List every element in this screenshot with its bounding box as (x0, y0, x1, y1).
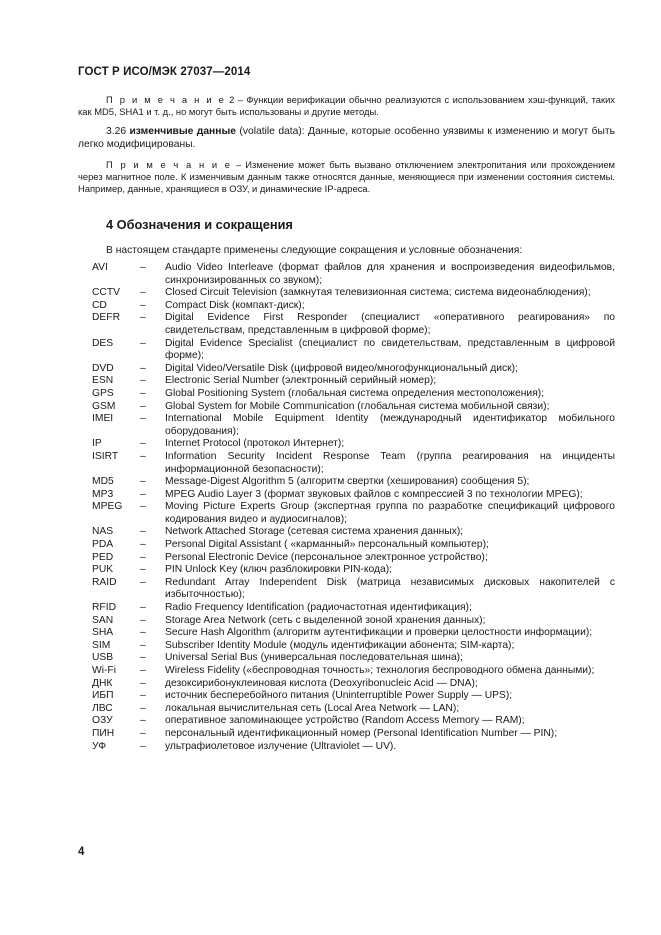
term-name: изменчивые данные (129, 126, 237, 137)
abbreviation-description: источник бесперебойного питания (Uninterruptible Power Supply — UPS); (165, 690, 513, 702)
term-definition: (volatile data): Данные, которые особенно уязвимы к изменению и могут быть легко модифицированы. (78, 126, 615, 150)
abbreviation-row (78, 690, 615, 703)
abbreviation-dash: – (140, 740, 146, 752)
abbreviation-code: ISIRT (92, 450, 119, 462)
abbreviation-description: Storage Area Network (сеть с выделенной зоной хранения данных); (165, 614, 486, 626)
abbreviation-code: УФ (92, 740, 107, 752)
abbreviation-dash: – (140, 362, 146, 374)
note-label: П р и м е ч а н и е (106, 94, 226, 105)
abbreviation-list (78, 262, 615, 753)
abbreviation-dash: – (140, 488, 146, 500)
abbreviation-code: MD5 (92, 476, 114, 488)
note-text: 2 – Функции верификации обычно реализуются с использованием хэш-функций, таких как MD5, SHA1 и т. д., но могут быть использованы и другие методы. (78, 94, 615, 117)
abbreviation-code: RAID (92, 576, 117, 588)
abbreviation-dash: – (140, 727, 146, 739)
abbreviation-row (78, 489, 615, 502)
abbreviation-code: DVD (92, 362, 114, 374)
section-heading: 4 Обозначения и сокращения (106, 217, 293, 232)
abbreviation-code: CD (92, 299, 107, 311)
abbreviation-description: Subscriber Identity Module (модуль идентификации абонента; SIM-карта); (165, 639, 515, 651)
abbreviation-row (78, 438, 615, 451)
note-2 (78, 94, 615, 118)
abbreviation-dash: – (140, 690, 146, 702)
abbreviation-description: Moving Picture Experts Group (экспертная группа по разработке спецификаций цифрового кодирования видео и аудиосигналов); (165, 501, 615, 525)
abbreviation-row (78, 287, 615, 300)
abbreviation-description: Closed Circuit Television (замкнутая телевизионная система; система видеонаблюдения); (165, 287, 591, 299)
abbreviation-row (78, 526, 615, 539)
abbreviation-row (78, 401, 615, 414)
abbreviation-code: ESN (92, 375, 114, 387)
abbreviation-dash: – (140, 677, 146, 689)
abbreviation-dash: – (140, 287, 146, 299)
abbreviation-dash: – (140, 614, 146, 626)
abbreviation-code: MPEG (92, 501, 123, 513)
abbreviation-description: локальная вычислительная сеть (Local Area Network — LAN); (165, 702, 460, 714)
abbreviation-description: Universal Serial Bus (универсальная последовательная шина); (165, 652, 463, 664)
abbreviation-description: Global System for Mobile Communication (глобальная система мобильной связи); (165, 400, 550, 412)
abbreviation-code: ЛВС (92, 702, 113, 714)
abbreviation-code: PUK (92, 564, 114, 576)
abbreviation-description: оперативное запоминающее устройство (Random Access Memory — RAM); (165, 715, 525, 727)
page-content (78, 94, 615, 753)
abbreviation-row (78, 577, 615, 602)
abbreviation-code: SAN (92, 614, 114, 626)
section-intro: В настоящем стандарте применены следующие сокращения и условные обозначения: (106, 245, 523, 256)
abbreviation-dash: – (140, 627, 146, 639)
abbreviation-row (78, 501, 615, 526)
abbreviation-code: MP3 (92, 488, 114, 500)
abbreviation-dash: – (140, 602, 146, 614)
abbreviation-code: PDA (92, 539, 114, 551)
abbreviation-dash: – (140, 702, 146, 714)
abbreviation-dash: – (140, 501, 146, 513)
abbreviation-code: ДНК (92, 677, 113, 689)
abbreviation-row (78, 665, 615, 678)
abbreviation-code: USB (92, 652, 114, 664)
abbreviation-dash: – (140, 387, 146, 399)
abbreviation-row (78, 728, 615, 741)
abbreviation-row (78, 703, 615, 716)
abbreviation-code: ПИН (92, 727, 115, 739)
abbreviation-dash: – (140, 375, 146, 387)
abbreviation-code: CCTV (92, 287, 121, 299)
abbreviation-code: IMEI (92, 413, 114, 425)
abbreviation-description: ультрафиолетовое излучение (Ultraviolet — UV). (165, 740, 397, 752)
abbreviation-row (78, 652, 615, 665)
abbreviation-description: Personal Digital Assistant ( «карманный» персональный компьютер); (165, 539, 489, 551)
abbreviation-description: Wireless Fidelity («беспроводная точность»; технология беспроводного обмена данными); (165, 665, 595, 676)
note-volatile (78, 159, 615, 195)
abbreviation-description: Global Positioning System (глобальная система определения местоположения); (165, 387, 545, 399)
abbreviation-description: Digital Evidence First Responder (специалист «оперативного реагирования» по свидетельствам, представленным в цифровой форме); (165, 312, 615, 336)
abbreviation-description: Secure Hash Algorithm (алгоритм аутентификации и проверки целостности информации); (165, 627, 593, 639)
abbreviation-description: Radio Frequency Identification (радиочастотная идентификация); (165, 602, 472, 614)
abbreviation-row (78, 451, 615, 476)
abbreviation-row (78, 262, 615, 287)
abbreviation-row (78, 640, 615, 653)
abbreviation-dash: – (140, 413, 146, 425)
abbreviation-dash: – (140, 299, 146, 311)
abbreviation-description: Redundant Array Independent Disk (матрица независимых дисковых накопителей с избыточностью); (165, 576, 615, 601)
abbreviation-row (78, 602, 615, 615)
abbreviation-dash: – (140, 564, 146, 576)
document-header: ГОСТ Р ИСО/МЭК 27037—2014 (78, 66, 251, 78)
abbreviation-row (78, 678, 615, 691)
abbreviation-row (78, 476, 615, 489)
abbreviation-dash: – (140, 400, 146, 412)
abbreviation-row (78, 388, 615, 401)
note-label: П р и м е ч а н и е (106, 159, 232, 170)
abbreviation-description: Personal Electronic Device (персональное электронное устройство); (165, 551, 488, 563)
abbreviation-row (78, 375, 615, 388)
abbreviation-row (78, 552, 615, 565)
abbreviation-row (78, 300, 615, 313)
abbreviation-description: International Mobile Equipment Identity (международный идентификатор мобильного оборудования); (165, 413, 615, 437)
abbreviation-code: DES (92, 337, 114, 349)
abbreviation-description: Digital Evidence Specialist (специалист по свидетельствам, представленным в цифровой форме); (165, 337, 615, 362)
abbreviation-row (78, 363, 615, 376)
abbreviation-code: DEFR (92, 312, 121, 324)
abbreviation-description: Electronic Serial Number (электронный серийный номер); (165, 375, 437, 387)
abbreviation-description: MPEG Audio Layer 3 (формат звуковых файлов с компрессией 3 по технологии MPEG); (165, 488, 583, 500)
abbreviation-row (78, 627, 615, 640)
note-text: – Изменение может быть вызвано отключением электропитания или прохождением через магнитное поле. К изменчивым данным также относятся данные, меняющиеся при изменении состояния системы. Например, данные, хранящиеся в ОЗУ, и динамические IP-адреса. (78, 159, 615, 194)
term-3-26 (78, 125, 615, 151)
abbreviation-code: ОЗУ (92, 715, 113, 727)
abbreviation-code: GSM (92, 400, 116, 412)
abbreviation-description: Network Attached Storage (сетевая система хранения данных); (165, 526, 464, 538)
abbreviation-code: AVI (92, 262, 108, 273)
abbreviation-description: Digital Video/Versatile Disk (цифровой видео/многофункциональный диск); (165, 362, 518, 374)
page-number: 4 (78, 846, 85, 858)
abbreviation-dash: – (140, 312, 146, 324)
abbreviation-code: NAS (92, 526, 114, 538)
abbreviation-row (78, 564, 615, 577)
abbreviation-code: PED (92, 551, 114, 563)
abbreviation-description: персональный идентификационный номер (Personal Identification Number — PIN); (165, 727, 558, 739)
abbreviation-code: SIM (92, 639, 111, 651)
abbreviation-dash: – (140, 551, 146, 563)
abbreviation-description: дезоксирибонуклеиновая кислота (Deoxyribonucleic Acid — DNA); (165, 677, 478, 689)
abbreviation-description: Internet Protocol (протокол Интернет); (165, 438, 345, 450)
abbreviation-row (78, 338, 615, 363)
abbreviation-dash: – (140, 438, 146, 450)
abbreviation-dash: – (140, 337, 146, 349)
abbreviation-dash: – (140, 652, 146, 664)
abbreviation-description: Message-Digest Algorithm 5 (алгоритм свертки (хеширования) сообщения 5); (165, 476, 530, 488)
abbreviation-code: Wi-Fi (92, 665, 117, 676)
abbreviation-code: RFID (92, 602, 117, 614)
abbreviation-row (78, 539, 615, 552)
abbreviation-description: Information Security Incident Response Team (группа реагирования на инциденты информационной безопасности); (165, 450, 615, 475)
abbreviation-description: PIN Unlock Key (ключ разблокировки PIN-кода); (165, 564, 393, 576)
abbreviation-code: ИБП (92, 690, 114, 702)
abbreviation-row (78, 413, 615, 438)
abbreviation-dash: – (140, 576, 146, 588)
abbreviation-dash: – (140, 715, 146, 727)
abbreviation-dash: – (140, 450, 146, 462)
abbreviation-dash: – (140, 665, 146, 676)
abbreviation-dash: – (140, 526, 146, 538)
abbreviation-code: SHA (92, 627, 114, 639)
abbreviation-row (78, 741, 615, 754)
abbreviation-dash: – (140, 262, 146, 273)
abbreviation-code: IP (92, 438, 102, 450)
abbreviation-row (78, 715, 615, 728)
abbreviation-description: Compact Disk (компакт-диск); (165, 299, 305, 311)
abbreviation-dash: – (140, 639, 146, 651)
abbreviation-code: GPS (92, 387, 114, 399)
abbreviation-row (78, 312, 615, 337)
abbreviation-dash: – (140, 476, 146, 488)
term-number: 3.26 (106, 126, 127, 137)
abbreviation-row (78, 615, 615, 628)
abbreviation-dash: – (140, 539, 146, 551)
abbreviation-description: Audio Video Interleave (формат файлов для хранения и воспроизведения видеофильмов, синхронизированных со звуком); (165, 262, 615, 286)
